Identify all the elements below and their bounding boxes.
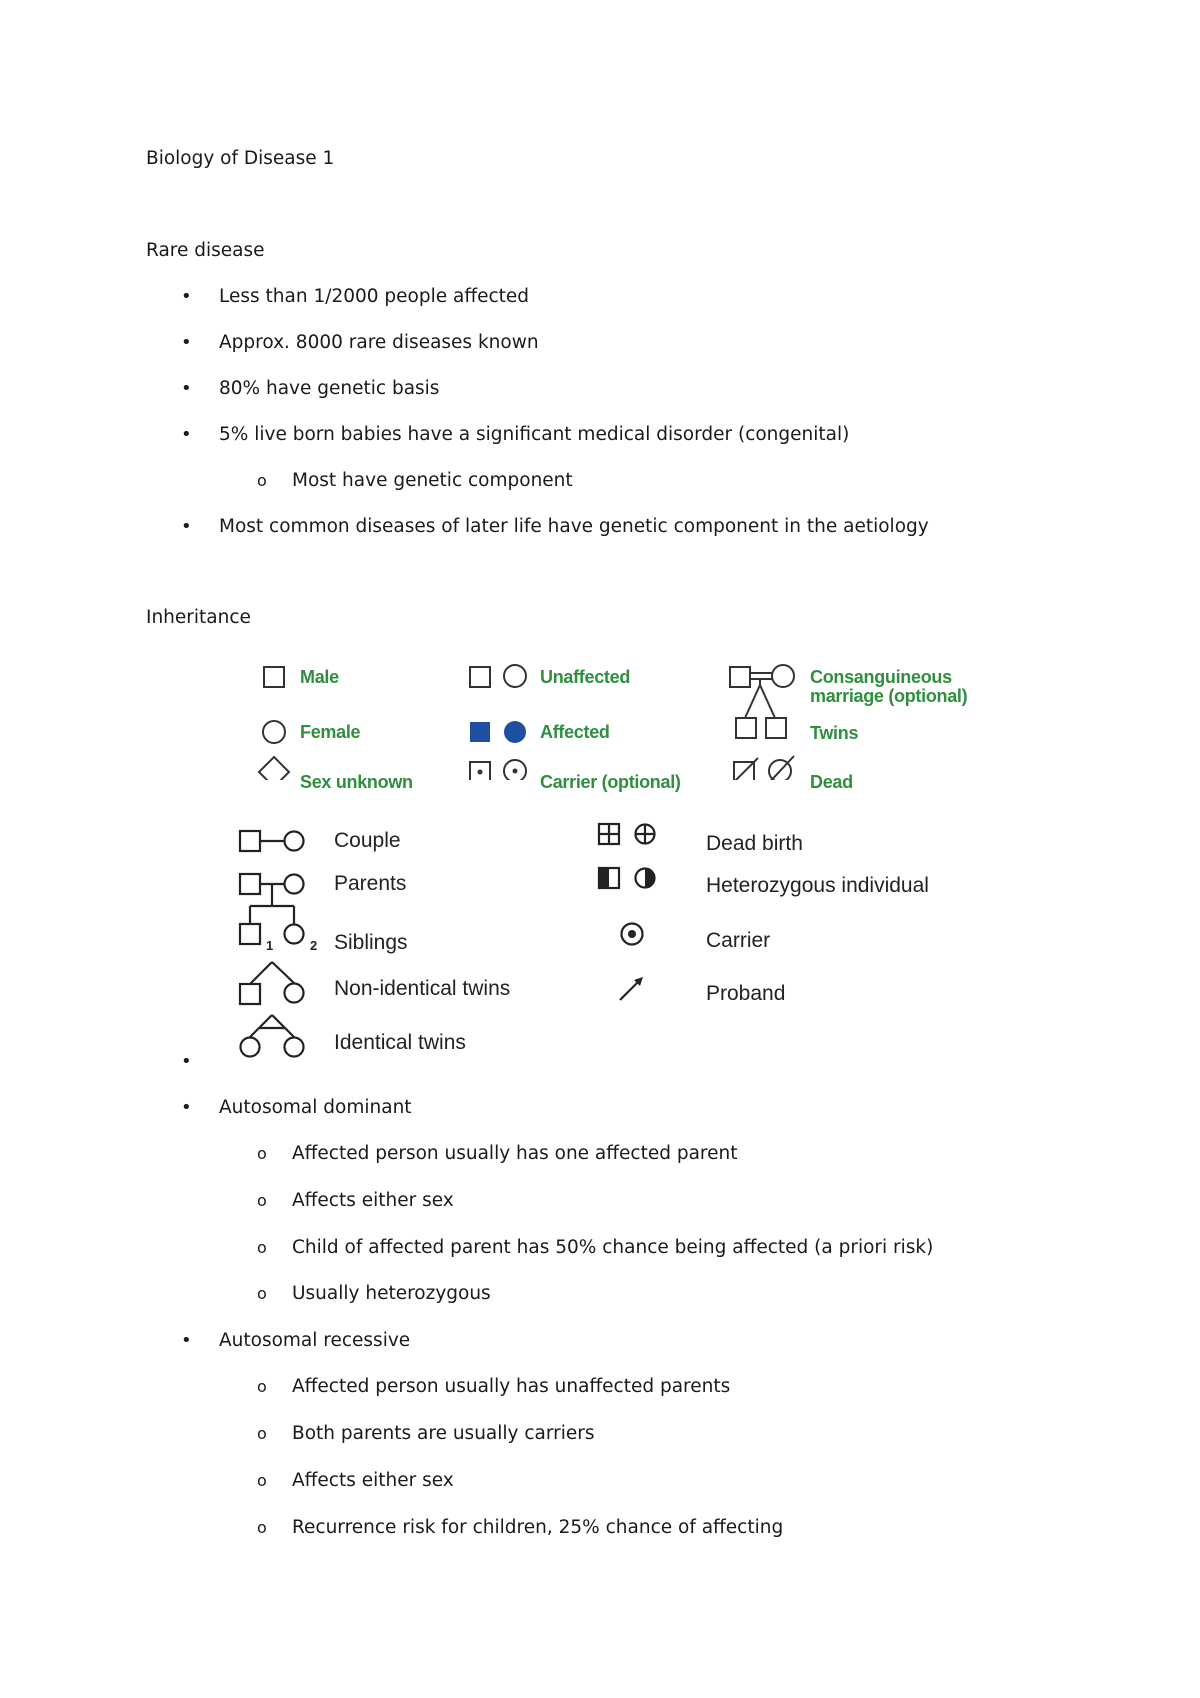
sibling-female-symbol: [285, 925, 304, 944]
ar-item-2: Both parents are usually carriers: [292, 1423, 595, 1444]
parents-male-symbol: [240, 874, 260, 894]
ad-item-2: Affects either sex: [292, 1190, 454, 1211]
sub-bullet-marker: o: [257, 1377, 267, 1396]
bullet-marker: •: [181, 1330, 192, 1351]
legend-dead-birth-label: Dead birth: [706, 832, 803, 855]
bullet-marker: •: [181, 332, 192, 353]
sub-bullet-marker: o: [257, 1191, 267, 1210]
bullet-marker: •: [181, 1097, 192, 1118]
document-title: Biology of Disease 1: [146, 148, 335, 169]
legend-unaffected-label: Unaffected: [540, 667, 631, 687]
legend-male-label: Male: [300, 667, 339, 687]
rare-subitem-1: Most have genetic component: [292, 470, 573, 491]
bullet-marker: •: [181, 516, 192, 537]
identical-twin-symbol-1: [241, 1038, 260, 1057]
unaffected-male-symbol: [470, 667, 490, 687]
couple-female-symbol: [285, 832, 304, 851]
rare-item-2: Approx. 8000 rare diseases known: [219, 332, 539, 353]
legend-consanguineous-label: Consanguineous: [810, 667, 952, 687]
sub-bullet-marker: o: [257, 1518, 267, 1537]
sex-unknown-symbol: [259, 757, 289, 780]
ar-item-4: Recurrence risk for children, 25% chance of affecting: [292, 1517, 784, 1538]
legend-dead-label: Dead: [810, 772, 853, 792]
legend-affected-label: Affected: [540, 722, 610, 742]
parents-female-symbol: [285, 875, 304, 894]
legend-heterozygous-label: Heterozygous individual: [706, 874, 929, 897]
sub-bullet-marker: o: [257, 1424, 267, 1443]
non-identical-twin-male-symbol: [240, 984, 260, 1004]
twin-symbol-1: [736, 718, 756, 738]
sub-bullet-marker: o: [257, 1144, 267, 1163]
consanguineous-male-symbol: [730, 667, 750, 687]
identical-twin-symbol-2: [285, 1038, 304, 1057]
bullet-marker: •: [181, 424, 192, 445]
legend-sex-unknown-label: Sex unknown: [300, 772, 413, 792]
legend-twins-label: Twins: [810, 723, 859, 743]
legend-identical-twins-label: Identical twins: [334, 1031, 466, 1054]
legend-female-label: Female: [300, 722, 361, 742]
sibling-number-2: 2: [310, 938, 318, 953]
sub-bullet-marker: o: [257, 1284, 267, 1303]
pedigree-legend-top: [230, 650, 990, 792]
ad-item-4: Usually heterozygous: [292, 1283, 491, 1304]
autosomal-dominant-title: Autosomal dominant: [219, 1097, 412, 1118]
affected-female-symbol: [504, 721, 526, 743]
consanguineous-female-symbol: [772, 665, 794, 687]
male-symbol: [264, 667, 284, 687]
legend-non-identical-twins-label: Non-identical twins: [334, 977, 511, 1000]
rare-item-5: Most common diseases of later life have genetic component in the aetiology: [219, 516, 929, 537]
legend-proband-label: Proband: [706, 982, 786, 1005]
bullet-marker: •: [181, 286, 192, 307]
legend-consanguineous-label-2: marriage (optional): [810, 686, 968, 706]
unaffected-female-symbol: [504, 665, 526, 687]
rare-item-1: Less than 1/2000 people affected: [219, 286, 530, 307]
ar-item-3: Affects either sex: [292, 1470, 454, 1491]
non-identical-twin-female-symbol: [285, 984, 304, 1003]
affected-male-symbol: [470, 722, 490, 742]
female-symbol: [263, 721, 285, 743]
ad-item-1: Affected person usually has one affected parent: [292, 1143, 738, 1164]
twin-symbol-2: [766, 718, 786, 738]
sub-bullet-marker: o: [257, 1471, 267, 1490]
legend-carrier-label: Carrier (optional): [540, 772, 681, 792]
rare-item-3: 80% have genetic basis: [219, 378, 440, 399]
legend-couple-label: Couple: [334, 829, 401, 852]
ad-item-3: Child of affected parent has 50% chance being affected (a priori risk): [292, 1237, 934, 1258]
legend-siblings-label: Siblings: [334, 931, 408, 954]
bullet-marker: •: [181, 1051, 192, 1072]
sibling-number-1: 1: [266, 938, 274, 953]
legend-parents-label: Parents: [334, 872, 407, 895]
sibling-male-symbol: [240, 924, 260, 944]
inheritance-heading: Inheritance: [146, 607, 251, 628]
couple-male-symbol: [240, 831, 260, 851]
ar-item-1: Affected person usually has unaffected parents: [292, 1376, 731, 1397]
rare-disease-heading: Rare disease: [146, 240, 265, 261]
sub-bullet-marker: o: [257, 1238, 267, 1257]
sub-bullet-marker: o: [257, 471, 267, 490]
bullet-marker: •: [181, 378, 192, 399]
legend-carrier-label-bottom: Carrier: [706, 929, 771, 952]
autosomal-recessive-title: Autosomal recessive: [219, 1330, 411, 1351]
rare-item-4: 5% live born babies have a significant medical disorder (congenital): [219, 424, 850, 445]
pedigree-legend-bottom: [230, 810, 990, 1060]
